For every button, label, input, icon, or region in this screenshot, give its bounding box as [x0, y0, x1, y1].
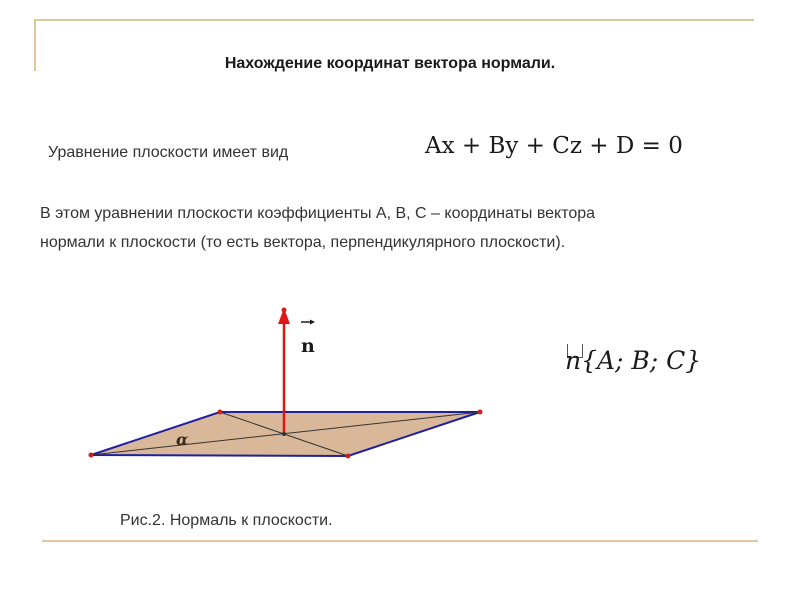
- vertex-point: [478, 410, 483, 415]
- equation-label: Уравнение плоскости имеет вид: [48, 144, 289, 161]
- slide-title: Нахождение координат вектора нормали.: [224, 55, 556, 72]
- vector-label-arrowhead: [310, 320, 315, 325]
- plane-center-point: [282, 432, 286, 436]
- vector-tip-point: [282, 308, 287, 313]
- figure-caption: Рис.2. Нормаль к плоскости.: [120, 512, 333, 529]
- frame-bottom-line: [42, 540, 758, 542]
- vertex-point: [89, 453, 94, 458]
- vertex-point: [346, 454, 351, 459]
- plane-equation: Ax + By + Cz + D = 0: [425, 133, 683, 159]
- paragraph-line: нормали к плоскости (то есть вектора, перпендикулярного плоскости).: [40, 234, 566, 251]
- paragraph-line: В этом уравнении плоскости коэффициенты А, В, С – координаты вектора: [40, 205, 596, 222]
- normal-vector-formula: n{A; B; C}: [565, 346, 702, 375]
- vector-label-n: n: [301, 335, 315, 357]
- vertex-point: [218, 410, 223, 415]
- plane-label-alpha: α: [176, 430, 189, 449]
